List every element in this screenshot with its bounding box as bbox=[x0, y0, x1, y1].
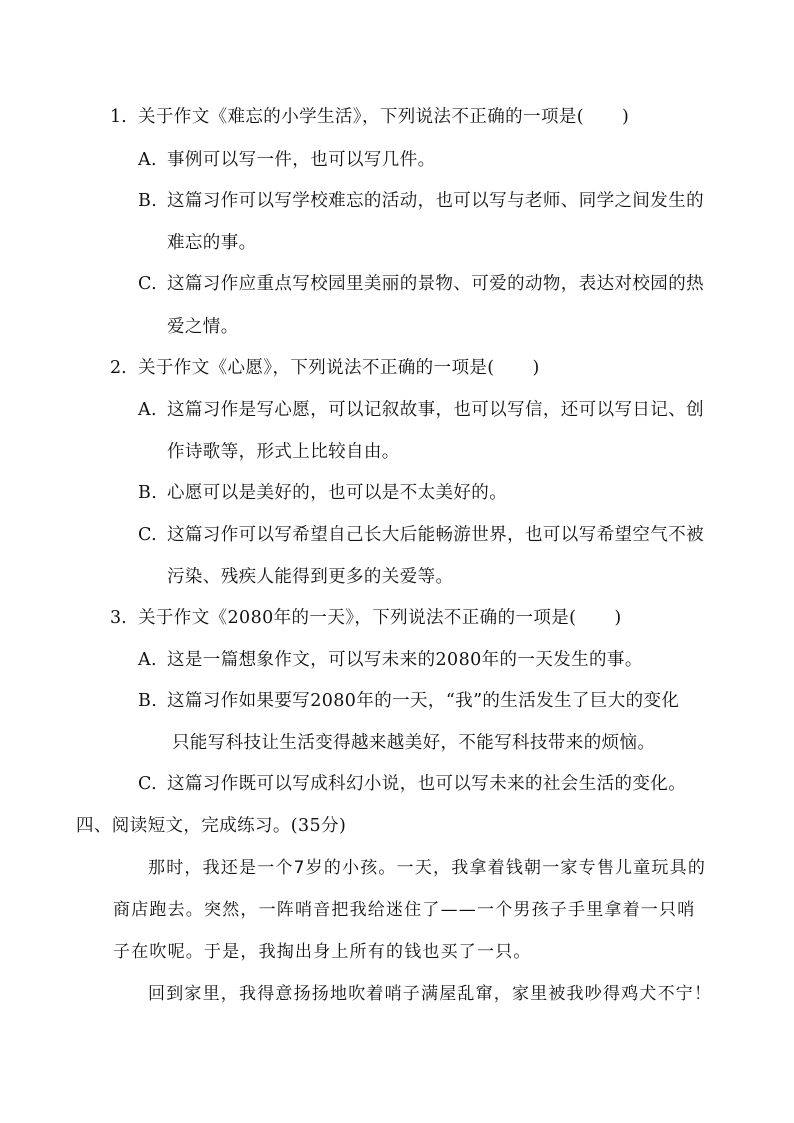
question-1-paren-close: ) bbox=[621, 107, 630, 127]
question-2-option-a-letter: A. bbox=[138, 400, 158, 420]
question-2-option-a-line-1: 这篇习作是写心愿，可以记叙故事，也可以写信，还可以写日记、创 bbox=[167, 400, 704, 420]
question-3-option-b-line-2: 只能写科技让生活变得越来越美好，不能写科技带来的烦恼。 bbox=[172, 733, 656, 753]
question-2-option-c-letter: C. bbox=[138, 525, 158, 545]
question-3-option-c: 这篇习作既可以写成科幻小说，也可以写未来的社会生活的变化。 bbox=[167, 774, 687, 794]
question-2-option-a-line-2: 作诗歌等，形式上比较自由。 bbox=[167, 442, 400, 462]
question-2-option-c-line-1: 这篇习作可以写希望自己长大后能畅游世界，也可以写希望空气不被 bbox=[167, 525, 704, 545]
question-3-stem-text: 关于作文《2080年的一天》，下列说法不正确的一项是( bbox=[138, 608, 577, 628]
question-2-number: 2. bbox=[110, 358, 127, 378]
passage-line-3: 子在吹呢。于是，我掏出身上所有的钱也买了一只。 bbox=[113, 942, 532, 962]
question-2-option-b-letter: B. bbox=[138, 483, 158, 503]
question-2-stem-text: 关于作文《心愿》，下列说法不正确的一项是( bbox=[138, 358, 495, 378]
passage-line-4: 回到家里，我得意扬扬地吹着哨子满屋乱窜，家里被我吵得鸡犬不宁！ bbox=[148, 984, 713, 1004]
question-1-option-c-letter: C. bbox=[138, 274, 158, 294]
question-3-option-b-letter: B. bbox=[138, 691, 158, 711]
question-3-option-a: 这是一篇想象作文，可以写未来的2080年的一天发生的事。 bbox=[167, 650, 643, 670]
passage-line-2: 商店跑去。突然，一阵哨音把我给迷住了——一个男孩子手里拿着一只哨 bbox=[113, 900, 696, 920]
question-1-option-a: 事例可以写一件，也可以写几件。 bbox=[167, 150, 436, 170]
question-1-option-c-line-2: 爱之情。 bbox=[167, 317, 239, 337]
question-1-number: 1. bbox=[110, 107, 127, 127]
passage-line-1: 那时，我还是一个7岁的小孩。一天，我拿着钱朝一家专售儿童玩具的 bbox=[148, 858, 707, 878]
question-1-option-b-line-1: 这篇习作可以写学校难忘的活动，也可以写与老师、同学之间发生的 bbox=[167, 191, 704, 211]
question-1-option-c-line-1: 这篇习作应重点写校园里美丽的景物、可爱的动物，表达对校园的热 bbox=[167, 274, 704, 294]
question-3-paren-close: ) bbox=[614, 608, 622, 628]
question-3-option-c-letter: C. bbox=[138, 774, 158, 794]
section-heading: 四、阅读短文，完成练习。(35分) bbox=[76, 816, 347, 836]
question-2-option-c-line-2: 污染、残疾人能得到更多的关爱等。 bbox=[167, 567, 454, 587]
question-1-option-b-letter: B. bbox=[138, 191, 158, 211]
question-2-option-b: 心愿可以是美好的，也可以是不太美好的。 bbox=[167, 483, 508, 503]
question-3-stem bbox=[138, 607, 622, 629]
question-2-stem bbox=[138, 357, 540, 379]
question-2-paren-close: ) bbox=[532, 358, 540, 378]
question-1-stem bbox=[138, 106, 629, 128]
question-1-stem-text: 关于作文《难忘的小学生活》，下列说法不正确的一项是( bbox=[138, 107, 584, 127]
question-3-option-a-letter: A. bbox=[138, 650, 158, 670]
question-3-number: 3. bbox=[110, 608, 127, 628]
question-3-option-b-line-1: 这篇习作如果要写2080年的一天，“我”的生活发生了巨大的变化 bbox=[167, 691, 680, 711]
question-1-option-a-letter: A. bbox=[138, 150, 158, 170]
question-1-option-b-line-2: 难忘的事。 bbox=[167, 233, 257, 253]
